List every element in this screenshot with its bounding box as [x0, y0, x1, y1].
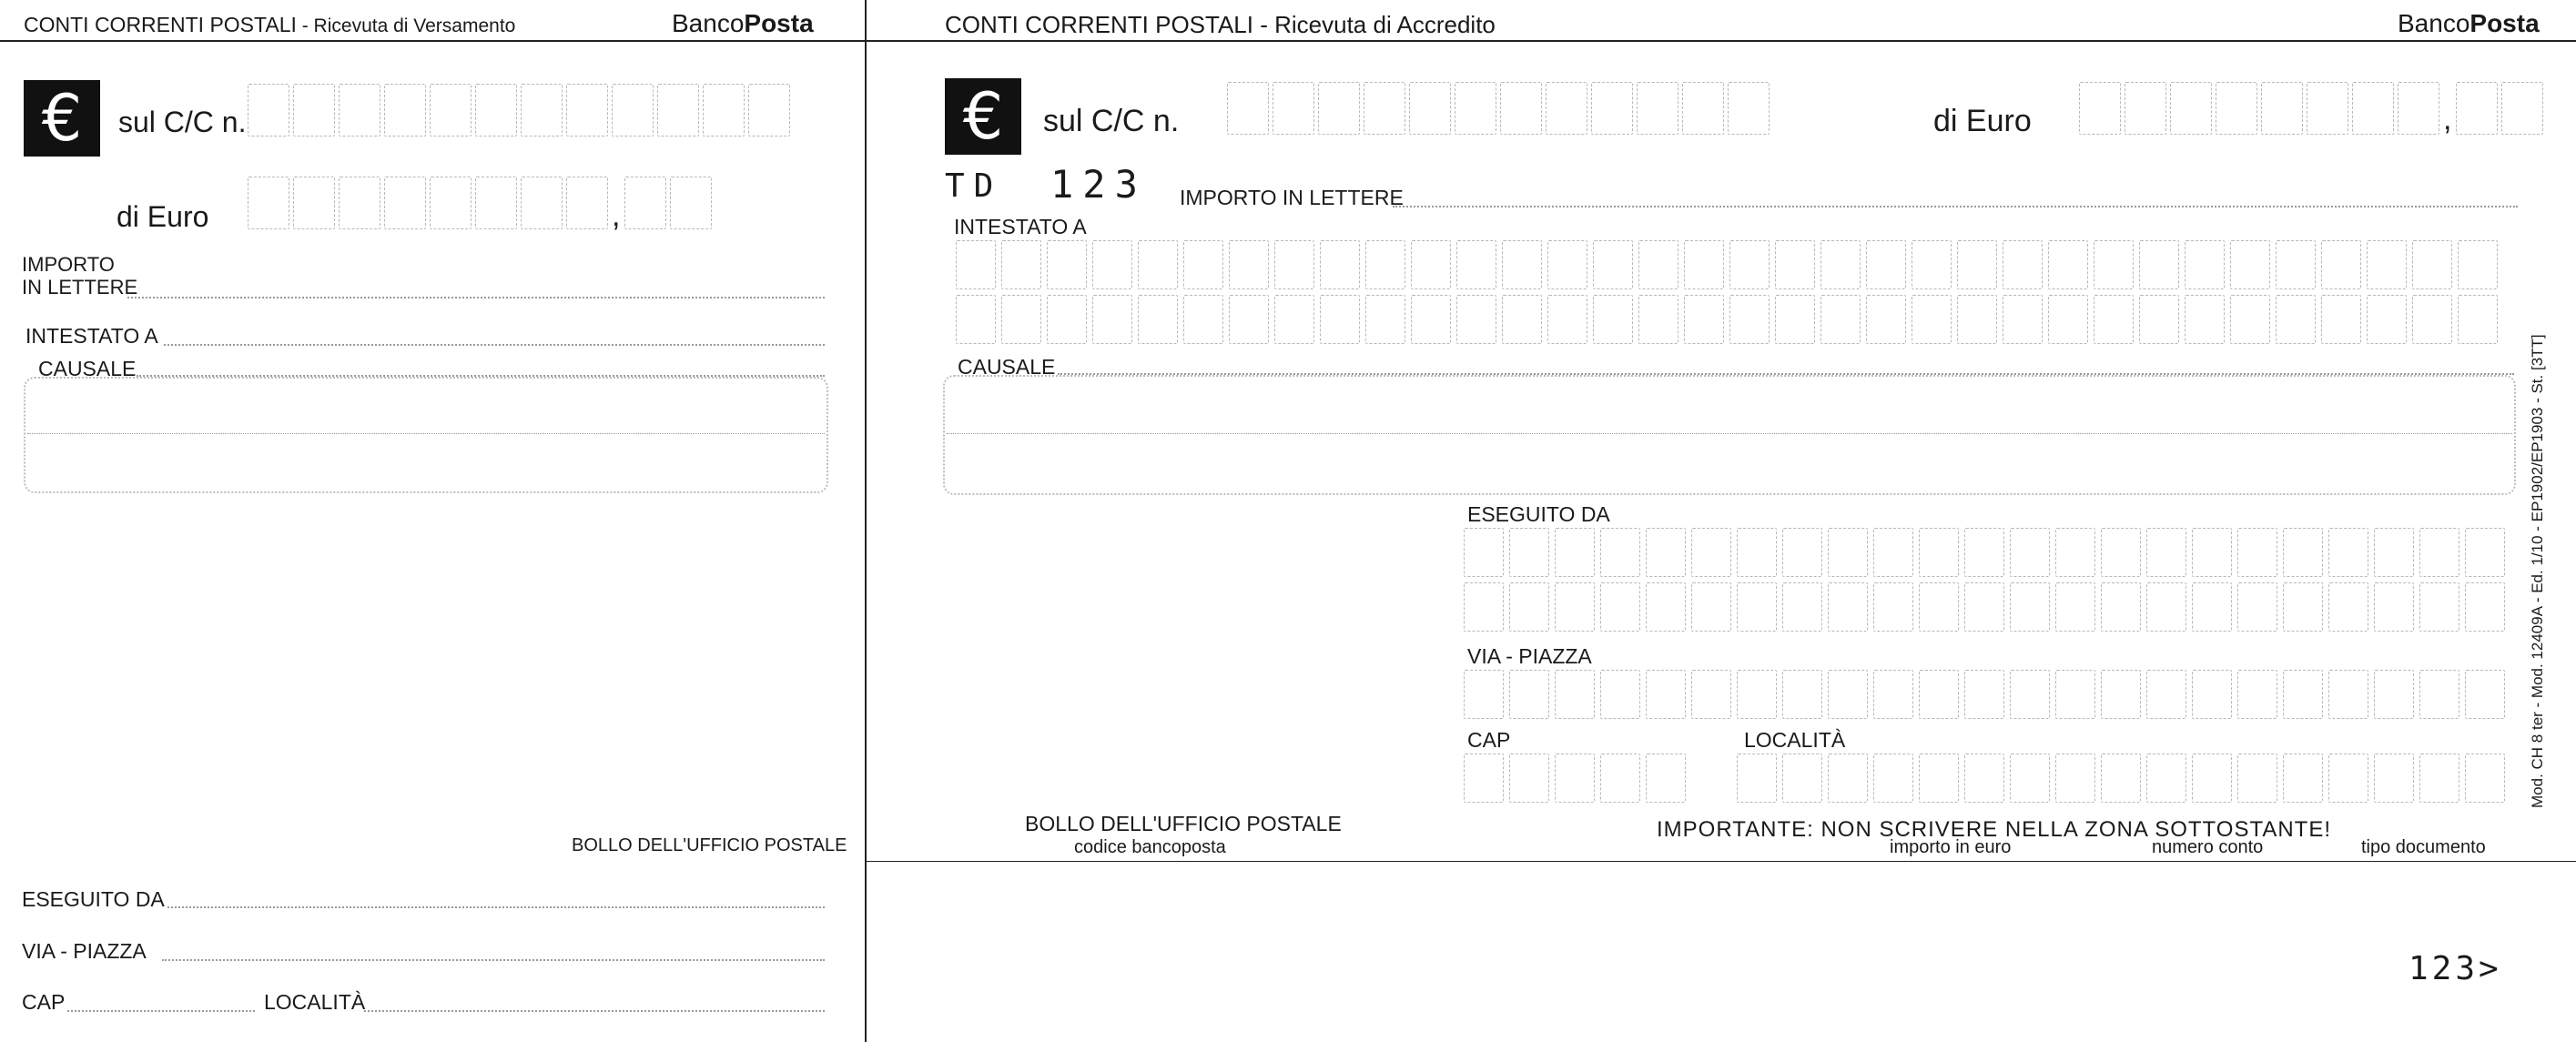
char-box[interactable]: [1866, 295, 1906, 344]
char-box[interactable]: [2101, 528, 2141, 577]
char-box[interactable]: [1820, 295, 1861, 344]
char-box[interactable]: [956, 240, 996, 289]
char-box[interactable]: [1873, 528, 1913, 577]
char-box[interactable]: [1547, 240, 1587, 289]
char-box[interactable]: [1464, 670, 1504, 719]
char-box[interactable]: [1828, 670, 1868, 719]
char-box[interactable]: [1782, 754, 1822, 803]
char-box[interactable]: [1737, 754, 1777, 803]
char-box[interactable]: [2237, 670, 2277, 719]
char-box[interactable]: [2283, 582, 2323, 632]
char-box[interactable]: [1183, 240, 1223, 289]
char-box[interactable]: [1555, 754, 1595, 803]
right-importo-label: IMPORTO IN LETTERE: [1180, 186, 1404, 209]
char-box[interactable]: [1464, 582, 1504, 632]
char-box[interactable]: [2465, 754, 2505, 803]
char-box[interactable]: [339, 177, 380, 229]
char-box[interactable]: [1502, 295, 1542, 344]
char-box[interactable]: [1600, 528, 1640, 577]
char-box[interactable]: [2048, 295, 2088, 344]
importo-euro-label: importo in euro: [1890, 837, 2012, 857]
char-box[interactable]: [2283, 670, 2323, 719]
char-box[interactable]: [1591, 82, 1633, 135]
left-cap-label: CAP: [22, 990, 66, 1014]
bottom-rule: [867, 861, 2576, 862]
right-causale-label: CAUSALE: [958, 355, 1056, 379]
char-box[interactable]: [248, 177, 289, 229]
codice-bancoposta-label: codice bancoposta: [1074, 837, 1226, 857]
char-box[interactable]: [2465, 582, 2505, 632]
right-brand-posta: Posta: [2470, 9, 2540, 37]
char-box[interactable]: [1691, 582, 1731, 632]
char-box[interactable]: [1464, 528, 1504, 577]
char-box[interactable]: [2367, 295, 2407, 344]
char-box[interactable]: [2412, 295, 2452, 344]
char-box[interactable]: [1646, 670, 1686, 719]
euro-icon: €: [24, 80, 100, 157]
left-causale-box[interactable]: [24, 377, 828, 493]
char-box[interactable]: [1775, 295, 1815, 344]
char-box[interactable]: [2192, 754, 2232, 803]
char-box[interactable]: [248, 84, 289, 137]
char-box[interactable]: [2283, 754, 2323, 803]
left-brand: [672, 9, 814, 38]
char-box[interactable]: [2146, 528, 2186, 577]
char-box[interactable]: [2094, 240, 2134, 289]
char-box[interactable]: [2276, 240, 2316, 289]
right-via-label: VIA - PIAZZA: [1467, 644, 1592, 668]
char-box[interactable]: [2283, 528, 2323, 577]
char-box[interactable]: [1555, 670, 1595, 719]
char-box[interactable]: [1001, 295, 1041, 344]
char-box[interactable]: [2139, 240, 2179, 289]
char-box[interactable]: [384, 84, 426, 137]
char-box[interactable]: [1964, 670, 2004, 719]
char-box[interactable]: [1919, 754, 1959, 803]
char-box[interactable]: [1820, 240, 1861, 289]
top-rule: [0, 40, 2576, 42]
char-box[interactable]: [1638, 295, 1678, 344]
char-box[interactable]: [475, 177, 517, 229]
char-box[interactable]: [2458, 295, 2498, 344]
left-via-label: VIA - PIAZZA: [22, 939, 147, 963]
right-account-label: sul C/C n.: [1043, 104, 1180, 138]
char-box[interactable]: [1919, 528, 1959, 577]
char-box[interactable]: [1138, 295, 1178, 344]
char-box[interactable]: [2465, 670, 2505, 719]
right-header-sub: - Ricevuta di Accredito: [1253, 11, 1496, 38]
char-box[interactable]: [1873, 754, 1913, 803]
left-importo-line[interactable]: [127, 297, 825, 298]
char-box[interactable]: [2307, 82, 2348, 135]
char-box[interactable]: [293, 177, 335, 229]
char-box[interactable]: [703, 84, 745, 137]
char-box[interactable]: [1320, 295, 1360, 344]
right-amount-boxes[interactable]: [2079, 82, 2443, 135]
right-comma: ,: [2443, 102, 2452, 137]
eseguito-row-2[interactable]: [1464, 582, 2510, 632]
char-box[interactable]: [2328, 670, 2368, 719]
char-box[interactable]: [1456, 240, 1496, 289]
divider: [865, 0, 867, 1042]
left-importo-line1: IMPORTO: [22, 253, 115, 276]
char-box[interactable]: [1509, 528, 1549, 577]
char-box[interactable]: [1828, 754, 1868, 803]
localita-row[interactable]: [1737, 754, 2510, 803]
char-box[interactable]: [1728, 82, 1770, 135]
char-box[interactable]: [1775, 240, 1815, 289]
char-box[interactable]: [1509, 754, 1549, 803]
char-box[interactable]: [1509, 670, 1549, 719]
char-box[interactable]: [2185, 240, 2225, 289]
char-box[interactable]: [1919, 670, 1959, 719]
char-box[interactable]: [2328, 528, 2368, 577]
ocr-document-code: 123>: [2409, 950, 2502, 987]
char-box[interactable]: [2237, 528, 2277, 577]
char-box[interactable]: [1411, 240, 1451, 289]
left-localita-label: LOCALITÀ: [264, 990, 366, 1014]
char-box[interactable]: [2412, 240, 2452, 289]
char-box[interactable]: [2374, 754, 2414, 803]
char-box[interactable]: [2261, 82, 2303, 135]
left-header-title: CONTI CORRENTI POSTALI: [24, 13, 297, 36]
char-box[interactable]: [612, 84, 654, 137]
char-box[interactable]: [2146, 582, 2186, 632]
char-box[interactable]: [1637, 82, 1678, 135]
char-box[interactable]: [1828, 582, 1868, 632]
left-causale-label: CAUSALE: [38, 357, 137, 380]
char-box[interactable]: [2094, 295, 2134, 344]
right-causale-divider: [947, 433, 2512, 434]
left-intestato-label: INTESTATO A: [25, 324, 158, 348]
numero-conto-label: numero conto: [2152, 837, 2264, 857]
char-box[interactable]: [1274, 240, 1314, 289]
char-box[interactable]: [293, 84, 335, 137]
char-box[interactable]: [1365, 295, 1405, 344]
char-box[interactable]: [2419, 582, 2459, 632]
char-box[interactable]: [1646, 582, 1686, 632]
tipo-documento-label: tipo documento: [2361, 837, 2486, 857]
char-box[interactable]: [1593, 295, 1633, 344]
td-code: TD: [945, 167, 1003, 205]
char-box[interactable]: [2374, 582, 2414, 632]
char-box[interactable]: [1782, 528, 1822, 577]
right-localita-label: LOCALITÀ: [1744, 728, 1846, 752]
char-box[interactable]: [2419, 754, 2459, 803]
char-box[interactable]: [2146, 754, 2186, 803]
char-box[interactable]: [1456, 295, 1496, 344]
left-eseguito-label: ESEGUITO DA: [22, 887, 165, 911]
char-box[interactable]: [1646, 528, 1686, 577]
td-number: 123: [1050, 162, 1147, 207]
importante-notice: IMPORTANTE: NON SCRIVERE NELLA ZONA SOTTOSTANTE!: [1657, 817, 2332, 842]
char-box[interactable]: [1455, 82, 1496, 135]
char-box[interactable]: [1092, 240, 1132, 289]
form-code-note: Mod. CH 8 ter - Mod. 12409A - Ed. 1/10 - EP1902/EP1903 - St. [3TT]: [2529, 334, 2546, 808]
left-importo-label: [22, 253, 137, 298]
left-localita-line[interactable]: [364, 1010, 825, 1012]
char-box[interactable]: [2501, 82, 2543, 135]
char-box[interactable]: [566, 84, 608, 137]
char-box[interactable]: [2101, 754, 2141, 803]
left-brand-banco: Banco: [672, 9, 745, 37]
char-box[interactable]: [2146, 670, 2186, 719]
char-box[interactable]: [2010, 754, 2050, 803]
char-box[interactable]: [1600, 582, 1640, 632]
right-intestato-label: INTESTATO A: [954, 215, 1087, 238]
right-cents-boxes[interactable]: [2456, 82, 2547, 135]
char-box[interactable]: [2125, 82, 2166, 135]
char-box[interactable]: [384, 177, 426, 229]
char-box[interactable]: [1691, 670, 1731, 719]
left-via-line[interactable]: [162, 959, 825, 961]
right-eseguito-label: ESEGUITO DA: [1467, 502, 1610, 526]
char-box[interactable]: [2101, 670, 2141, 719]
left-header-sub: - Ricevuta di Versamento: [296, 15, 516, 36]
char-box[interactable]: [475, 84, 517, 137]
left-comma: ,: [612, 198, 621, 233]
char-box[interactable]: [521, 84, 563, 137]
char-box[interactable]: [1782, 582, 1822, 632]
eseguito-row-1[interactable]: [1464, 528, 2510, 577]
left-causale-divider: [27, 433, 825, 434]
char-box[interactable]: [2398, 82, 2439, 135]
right-brand: [2398, 9, 2540, 38]
char-box[interactable]: [2192, 582, 2232, 632]
char-box[interactable]: [2321, 240, 2361, 289]
char-box[interactable]: [1183, 295, 1223, 344]
char-box[interactable]: [1682, 82, 1724, 135]
right-account-boxes[interactable]: [1227, 82, 1773, 135]
char-box[interactable]: [1001, 240, 1041, 289]
char-box[interactable]: [670, 177, 712, 229]
left-cap-line[interactable]: [67, 1010, 255, 1012]
char-box[interactable]: [1547, 295, 1587, 344]
left-bollo-label: BOLLO DELL'UFFICIO POSTALE: [572, 835, 847, 855]
char-box[interactable]: [1464, 754, 1504, 803]
char-box[interactable]: [1646, 754, 1686, 803]
left-cents-boxes[interactable]: [624, 177, 715, 229]
char-box[interactable]: [430, 177, 472, 229]
char-box[interactable]: [1365, 240, 1405, 289]
intestato-row-2[interactable]: [956, 295, 2503, 344]
char-box[interactable]: [2230, 295, 2270, 344]
char-box[interactable]: [1873, 670, 1913, 719]
left-brand-posta: Posta: [744, 9, 814, 37]
intestato-row-1[interactable]: [956, 240, 2503, 289]
char-box[interactable]: [2139, 295, 2179, 344]
left-amount-label: di Euro: [117, 200, 209, 233]
char-box[interactable]: [2465, 528, 2505, 577]
char-box[interactable]: [2458, 240, 2498, 289]
right-causale-box[interactable]: [943, 375, 2516, 495]
right-importo-line[interactable]: [1393, 206, 2518, 207]
char-box[interactable]: [2456, 82, 2498, 135]
char-box[interactable]: [1691, 528, 1731, 577]
right-header-title: CONTI CORRENTI POSTALI: [945, 11, 1253, 38]
char-box[interactable]: [2010, 670, 2050, 719]
char-box[interactable]: [566, 177, 608, 229]
char-box[interactable]: [956, 295, 996, 344]
char-box[interactable]: [1638, 240, 1678, 289]
char-box[interactable]: [2055, 754, 2095, 803]
char-box[interactable]: [1229, 240, 1269, 289]
left-header: [24, 13, 515, 37]
char-box[interactable]: [2055, 528, 2095, 577]
char-box[interactable]: [2237, 582, 2277, 632]
char-box[interactable]: [1912, 295, 1952, 344]
char-box[interactable]: [1500, 82, 1542, 135]
char-box[interactable]: [2101, 582, 2141, 632]
char-box[interactable]: [1737, 528, 1777, 577]
char-box[interactable]: [2055, 670, 2095, 719]
right-cap-label: CAP: [1467, 728, 1511, 752]
char-box[interactable]: [1273, 82, 1314, 135]
char-box[interactable]: [2367, 240, 2407, 289]
char-box[interactable]: [2055, 582, 2095, 632]
char-box[interactable]: [1866, 240, 1906, 289]
char-box[interactable]: [1138, 240, 1178, 289]
char-box[interactable]: [1320, 240, 1360, 289]
char-box[interactable]: [1729, 295, 1770, 344]
char-box[interactable]: [2328, 754, 2368, 803]
char-box[interactable]: [2192, 670, 2232, 719]
char-box[interactable]: [521, 177, 563, 229]
char-box[interactable]: [1318, 82, 1360, 135]
char-box[interactable]: [2192, 528, 2232, 577]
char-box[interactable]: [1509, 582, 1549, 632]
char-box[interactable]: [1364, 82, 1405, 135]
char-box[interactable]: [1828, 528, 1868, 577]
char-box[interactable]: [2374, 528, 2414, 577]
char-box[interactable]: [1684, 295, 1724, 344]
char-box[interactable]: [2352, 82, 2394, 135]
char-box[interactable]: [2170, 82, 2212, 135]
char-box[interactable]: [2010, 528, 2050, 577]
char-box[interactable]: [2321, 295, 2361, 344]
char-box[interactable]: [1092, 295, 1132, 344]
char-box[interactable]: [1047, 295, 1087, 344]
char-box[interactable]: [1964, 528, 2004, 577]
char-box[interactable]: [1274, 295, 1314, 344]
right-header: [945, 11, 1496, 39]
via-row[interactable]: [1464, 670, 2510, 719]
right-amount-label: di Euro: [1933, 104, 2032, 138]
char-box[interactable]: [1957, 295, 1997, 344]
cap-row[interactable]: [1464, 754, 1691, 803]
char-box[interactable]: [1600, 670, 1640, 719]
char-box[interactable]: [2003, 295, 2043, 344]
char-box[interactable]: [1555, 582, 1595, 632]
char-box[interactable]: [2079, 82, 2121, 135]
char-box[interactable]: [1411, 295, 1451, 344]
char-box[interactable]: [2237, 754, 2277, 803]
char-box[interactable]: [430, 84, 472, 137]
char-box[interactable]: [2419, 528, 2459, 577]
char-box[interactable]: [1227, 82, 1269, 135]
char-box[interactable]: [2185, 295, 2225, 344]
left-eseguito-line[interactable]: [167, 906, 825, 908]
char-box[interactable]: [1593, 240, 1633, 289]
char-box[interactable]: [1919, 582, 1959, 632]
left-account-boxes[interactable]: [248, 84, 794, 137]
char-box[interactable]: [2328, 582, 2368, 632]
char-box[interactable]: [1964, 754, 2004, 803]
char-box[interactable]: [1782, 670, 1822, 719]
char-box[interactable]: [1600, 754, 1640, 803]
char-box[interactable]: [1729, 240, 1770, 289]
char-box[interactable]: [339, 84, 380, 137]
char-box[interactable]: [657, 84, 699, 137]
right-bollo-label: BOLLO DELL'UFFICIO POSTALE: [1025, 812, 1342, 835]
left-account-label: sul C/C n.: [118, 106, 247, 138]
char-box[interactable]: [2003, 240, 2043, 289]
left-amount-boxes[interactable]: [248, 177, 612, 229]
char-box[interactable]: [2048, 240, 2088, 289]
char-box[interactable]: [1737, 582, 1777, 632]
char-box[interactable]: [2010, 582, 2050, 632]
left-intestato-line[interactable]: [164, 344, 825, 346]
char-box[interactable]: [1912, 240, 1952, 289]
left-importo-line2: IN LETTERE: [22, 276, 138, 298]
char-box[interactable]: [1964, 582, 2004, 632]
char-box[interactable]: [2216, 82, 2257, 135]
char-box[interactable]: [1957, 240, 1997, 289]
char-box[interactable]: [1546, 82, 1587, 135]
char-box[interactable]: [2419, 670, 2459, 719]
char-box[interactable]: [1873, 582, 1913, 632]
char-box[interactable]: [1502, 240, 1542, 289]
char-box[interactable]: [1409, 82, 1451, 135]
char-box[interactable]: [1737, 670, 1777, 719]
char-box[interactable]: [2374, 670, 2414, 719]
char-box[interactable]: [2276, 295, 2316, 344]
char-box[interactable]: [1555, 528, 1595, 577]
euro-icon: €: [945, 78, 1021, 155]
char-box[interactable]: [748, 84, 790, 137]
right-brand-banco: Banco: [2398, 9, 2470, 37]
char-box[interactable]: [1229, 295, 1269, 344]
char-box[interactable]: [2230, 240, 2270, 289]
char-box[interactable]: [1047, 240, 1087, 289]
char-box[interactable]: [624, 177, 666, 229]
char-box[interactable]: [1684, 240, 1724, 289]
